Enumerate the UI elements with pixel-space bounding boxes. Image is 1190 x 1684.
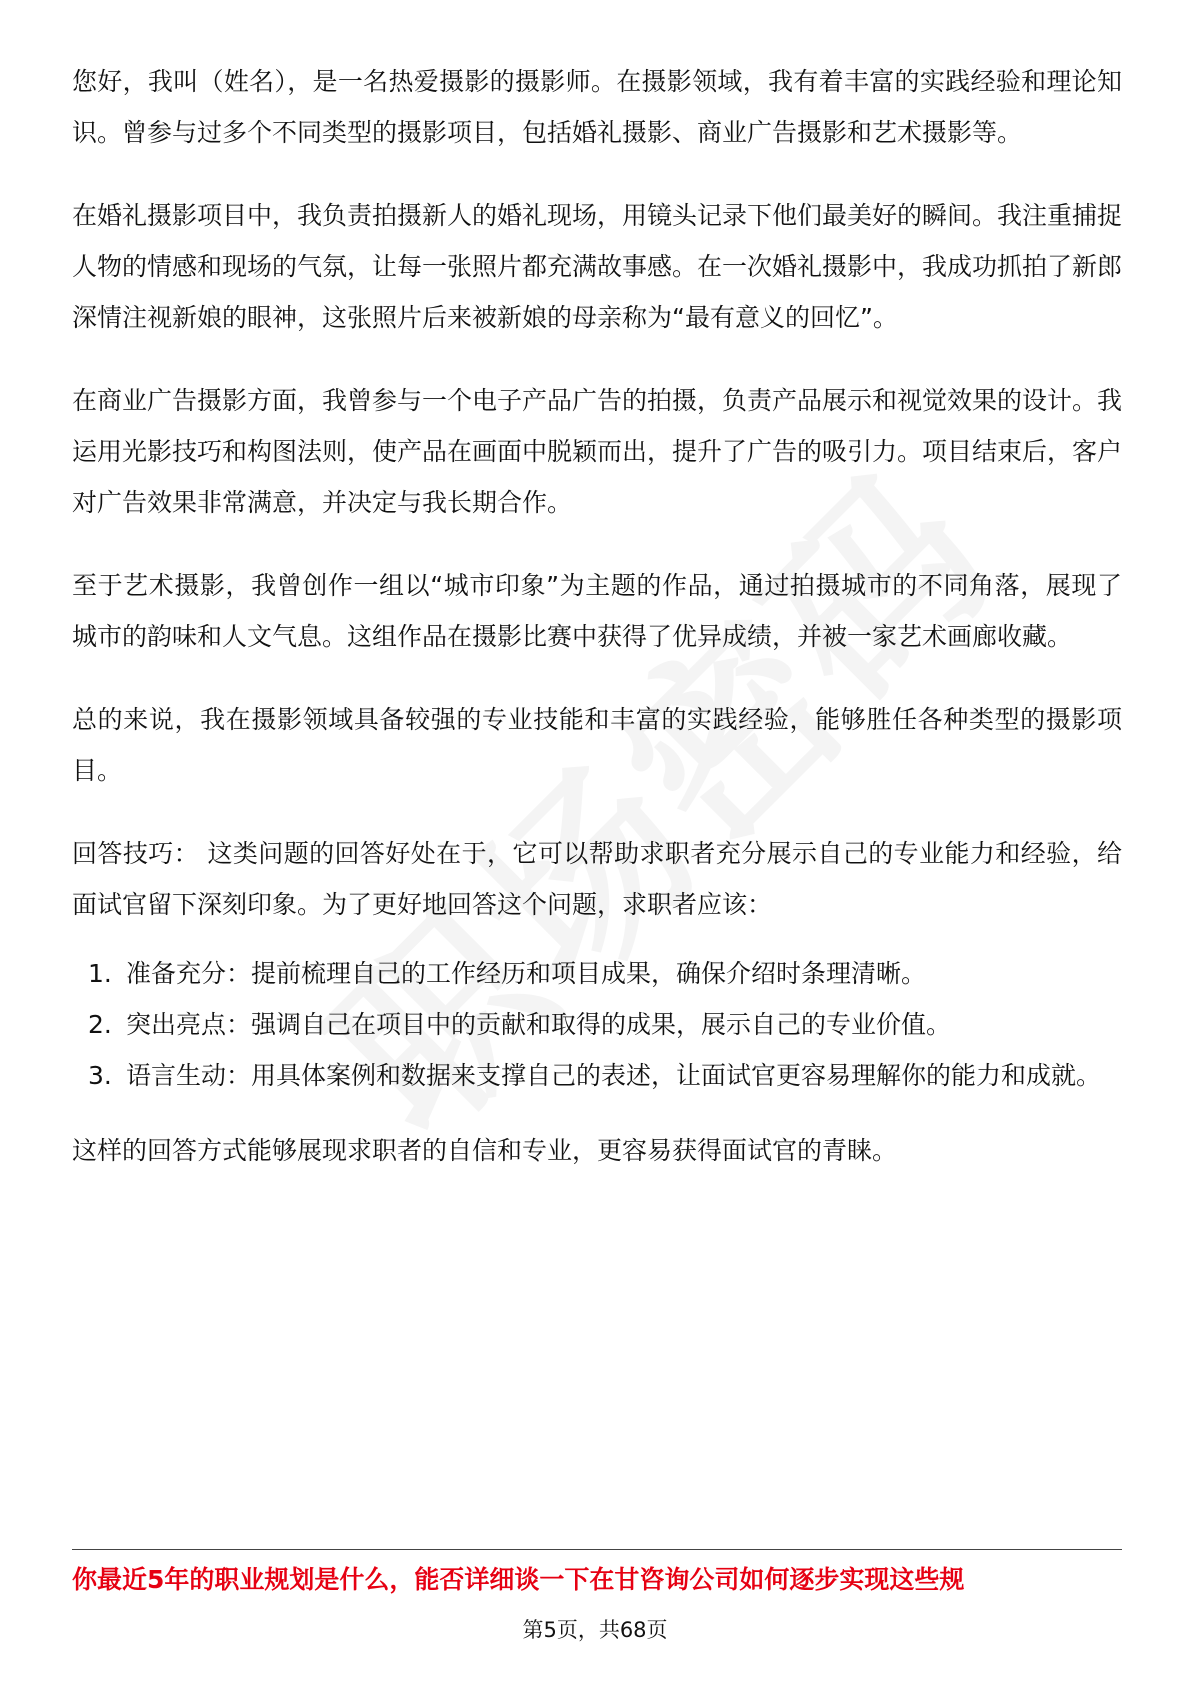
list-number: 3. (88, 1061, 112, 1090)
list-item (72, 948, 1122, 999)
page-number: 第5页，共68页 (522, 1618, 668, 1642)
list-item-text: 语言生动：用具体案例和数据来支撑自己的表述，让面试官更容易理解你的能力和成就。 (126, 1061, 1102, 1090)
list-item (72, 1050, 1122, 1101)
paragraph-wedding: 在婚礼摄影项目中，我负责拍摄新人的婚礼现场，用镜头记录下他们最美好的瞬间。我注重捕捉人物的情感和现场的气氛，让每一张照片都充满故事感。在一次婚礼摄影中，我成功抓拍了新郎深情注视新娘的眼神，这张照片后来被新娘的母亲称为“最有意义的回忆”。 (72, 201, 1123, 332)
paragraph-closing: 这样的回答方式能够展现求职者的自信和专业，更容易获得面试官的青睐。 (72, 1136, 898, 1165)
paragraph-answer-tips: 回答技巧： 这类问题的回答好处在于，它可以帮助求职者充分展示自己的专业能力和经验，给面试官留下深刻印象。为了更好地回答这个问题，求职者应该： (72, 839, 1122, 919)
list-item-text: 准备充分：提前梳理自己的工作经历和项目成果，确保介绍时条理清晰。 (126, 959, 927, 988)
document-body (72, 56, 1122, 1208)
paragraph-art: 至于艺术摄影，我曾创作一组以“城市印象”为主题的作品，通过拍摄城市的不同角落，展现了城市的韵味和人文气息。这组作品在摄影比赛中获得了优异成绩，并被一家艺术画廊收藏。 (72, 571, 1122, 651)
tips-list (72, 948, 1122, 1101)
list-number: 1. (88, 959, 112, 988)
next-question-heading: 你最近5年的职业规划是什么，能否详细谈一下在甘咨询公司如何逐步实现这些规 (72, 1565, 965, 1594)
paragraph-intro: 您好，我叫（姓名），是一名热爱摄影的摄影师。在摄影领域，我有着丰富的实践经验和理论知识。曾参与过多个不同类型的摄影项目，包括婚礼摄影、商业广告摄影和艺术摄影等。 (72, 67, 1122, 147)
paragraph-summary: 总的来说，我在摄影领域具备较强的专业技能和丰富的实践经验，能够胜任各种类型的摄影项目。 (72, 705, 1122, 785)
list-item (72, 999, 1122, 1050)
paragraph-commercial: 在商业广告摄影方面，我曾参与一个电子产品广告的拍摄，负责产品展示和视觉效果的设计。我运用光影技巧和构图法则，使产品在画面中脱颖而出，提升了广告的吸引力。项目结束后，客户对广告效果非常满意，并决定与我长期合作。 (72, 386, 1123, 517)
divider (72, 1549, 1122, 1550)
list-number: 2. (88, 1010, 112, 1039)
list-item-text: 突出亮点：强调自己在项目中的贡献和取得的成果，展示自己的专业价值。 (126, 1010, 952, 1039)
